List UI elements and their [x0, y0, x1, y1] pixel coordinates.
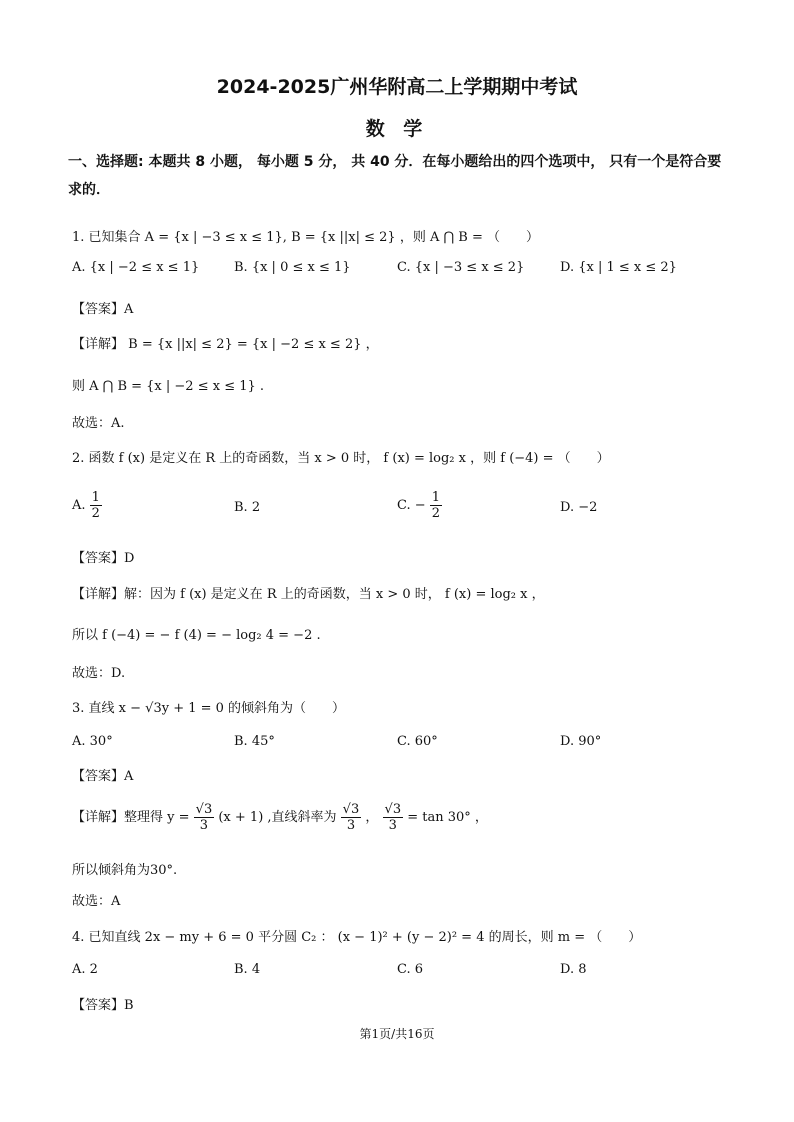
fraction-numerator: √3	[342, 802, 360, 817]
detail-text: (x + 1) ,直线斜率为	[218, 810, 337, 825]
question-1-stem: 1. 已知集合 A = {x | −3 ≤ x ≤ 1}, B = {x ||x| ≤ 2} ，则 A ⋂ B = （ ）	[72, 230, 539, 245]
question-2-option-a	[72, 490, 102, 521]
question-1-option-c: C. {x | −3 ≤ x ≤ 2}	[397, 260, 525, 275]
question-1-option-b: B. {x | 0 ≤ x ≤ 1}	[234, 260, 351, 275]
detail-text: ，	[365, 810, 379, 825]
fraction-numerator: √3	[195, 802, 213, 817]
question-3-option-a: A. 30°	[72, 734, 113, 749]
question-2-option-d: D. −2	[560, 500, 598, 515]
page-title: 2024-2025广州华附高二上学期期中考试	[216, 76, 578, 98]
option-c-label: C. −	[397, 498, 426, 513]
fraction-numerator: 1	[91, 490, 100, 505]
fraction	[194, 802, 215, 833]
question-2-detail-line-2: 所以 f (−4) = − f (4) = − log₂ 4 = −2 .	[72, 628, 321, 643]
question-1-answer: 【答案】A	[72, 302, 134, 317]
question-2-detail: 【详解】解：因为 f (x) 是定义在 R 上的奇函数，当 x > 0 时， f (x) = log₂ x ，	[72, 587, 545, 602]
subject-title: 数 学	[365, 118, 429, 140]
question-3-choice: 故选：A	[72, 894, 121, 909]
detail-text: = tan 30° ，	[407, 810, 488, 825]
fraction	[383, 802, 404, 833]
fraction-denominator: 3	[199, 818, 209, 833]
question-3-detail-line-2: 所以倾斜角为30°.	[72, 863, 178, 878]
question-3-option-c: C. 60°	[397, 734, 438, 749]
fraction-denominator: 3	[388, 818, 397, 833]
question-2-choice: 故选：D.	[72, 666, 126, 681]
question-4-stem: 4. 已知直线 2x − my + 6 = 0 平分圆 C₂ ： (x − 1)² + (y − 2)² = 4 的周长，则 m = （ ）	[72, 930, 642, 945]
question-1-detail-line-2: 则 A ⋂ B = {x | −2 ≤ x ≤ 1} .	[72, 379, 265, 394]
question-2-option-c	[397, 490, 442, 521]
question-1-detail: 【详解】 B = {x ||x| ≤ 2} = {x | −2 ≤ x ≤ 2} ，	[72, 337, 379, 352]
page-footer: 第1页/共16页	[359, 1027, 435, 1041]
question-3-detail	[72, 802, 488, 833]
question-4-answer: 【答案】B	[72, 998, 134, 1013]
question-3-stem: 3. 直线 x − √3y + 1 = 0 的倾斜角为（ ）	[72, 701, 346, 716]
fraction-denominator: 2	[431, 506, 441, 521]
question-4-option-a: A. 2	[72, 962, 98, 977]
fraction	[341, 802, 362, 833]
question-4-option-d: D. 8	[560, 962, 587, 977]
question-2-option-b: B. 2	[234, 500, 261, 515]
question-4-option-b: B. 4	[234, 962, 261, 977]
fraction-numerator: √3	[384, 802, 402, 817]
fraction	[430, 490, 442, 521]
question-3-answer: 【答案】A	[72, 769, 134, 784]
question-1-choice: 故选：A.	[72, 416, 125, 431]
question-3-option-b: B. 45°	[234, 734, 275, 749]
question-3-option-d: D. 90°	[560, 734, 602, 749]
section-heading: 一、选择题: 本题共 8 小题， 每小题 5 分， 共 40 分．在每小题给出的四个选项中， 只有一个是符合要求的．	[68, 154, 722, 198]
question-2-answer: 【答案】D	[72, 551, 135, 566]
fraction	[90, 490, 102, 521]
fraction-denominator: 2	[91, 506, 100, 521]
fraction-denominator: 3	[346, 818, 356, 833]
detail-text: 【详解】整理得 y =	[72, 810, 190, 825]
option-a-label: A.	[72, 498, 86, 513]
question-1-option-d: D. {x | 1 ≤ x ≤ 2}	[560, 260, 677, 275]
question-1-option-a: A. {x | −2 ≤ x ≤ 1}	[72, 260, 200, 275]
fraction-numerator: 1	[431, 490, 441, 505]
question-2-stem: 2. 函数 f (x) 是定义在 R 上的奇函数，当 x > 0 时， f (x) = log₂ x ，则 f (−4) = （ ）	[72, 451, 610, 466]
question-4-option-c: C. 6	[397, 962, 424, 977]
